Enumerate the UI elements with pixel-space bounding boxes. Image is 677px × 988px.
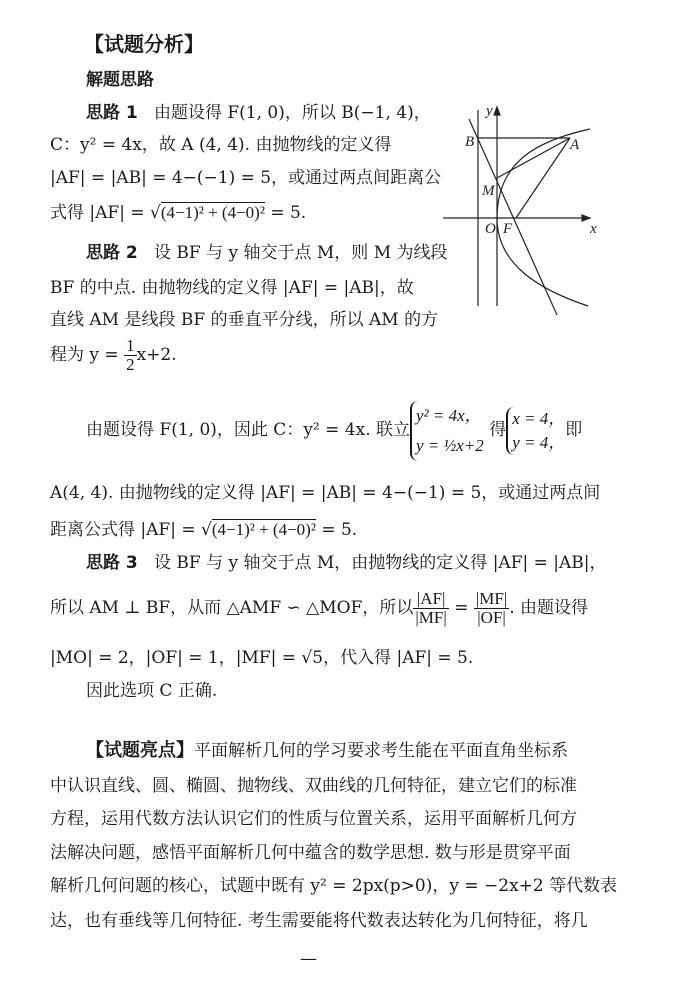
- label-A: A: [570, 137, 580, 153]
- text: 所以 AM ⊥ BF，从而 △AMF ∽ △MOF，所以: [50, 598, 414, 618]
- y-axis-arrow: [494, 107, 500, 115]
- highlight-line2: 中认识直线、圆、椭圆、抛物线、双曲线的几何特征，建立它们的标准: [50, 776, 577, 796]
- text: = 5.: [315, 520, 358, 540]
- subheading: 解题思路: [86, 70, 154, 90]
- text: = 5.: [264, 203, 307, 223]
- highlight-line3: 方程，运用代数方法认识它们的性质与位置关系，运用平面解析几何方: [50, 809, 577, 829]
- highlight-label: 【试题亮点】: [86, 740, 194, 761]
- text: 即: [565, 420, 583, 440]
- text: 设 BF 与 y 轴交于点 M，则 M 为线段: [153, 243, 448, 263]
- idea3-line3: |MO| = 2，|OF| = 1，|MF| = √5，代入得 |AF| = 5.: [50, 648, 474, 668]
- numerator: |MF|: [475, 589, 508, 608]
- section-heading: 【试题分析】: [84, 32, 204, 56]
- numerator: 1: [126, 336, 135, 355]
- idea2-line2: BF 的中点. 由抛物线的定义得 |AF| = |AB|，故: [50, 278, 414, 298]
- label-F: F: [503, 221, 513, 237]
- idea3-label: 思路 3: [86, 553, 138, 573]
- idea1-line3: |AF| = |AB| = 4−(−1) = 5，或通过两点间距离公: [50, 168, 442, 188]
- highlight-line6: 达，也有垂线等几何特征. 考生需要能将代数表达转化为几何特征，将几: [50, 911, 588, 931]
- label-O: O: [485, 221, 496, 237]
- segment-AM: [497, 138, 570, 178]
- highlight-line4: 法解决问题，感悟平面解析几何中蕴含的数学思想. 数与形是贯穿平面: [50, 843, 571, 863]
- text: 程为 y =: [50, 345, 125, 365]
- line-BF: [469, 119, 557, 315]
- idea2-line3: 直线 AM 是线段 BF 的垂直平分线，所以 AM 的方: [50, 310, 439, 330]
- highlight-line5: 解析几何问题的核心，试题中既有 y² = 2px(p>0)，y = −2x+2 等代数表: [50, 876, 618, 896]
- equation: x = 4，: [512, 408, 566, 428]
- equation: y² = 4x，: [416, 405, 482, 425]
- idea2-line6: A(4, 4). 由抛物线的定义得 |AF| = |AB| = 4−(−1) = 5，或通过两点间: [50, 483, 601, 503]
- text: 平面解析几何的学习要求考生能在平面直角坐标系: [194, 741, 568, 761]
- label-x: x: [590, 221, 597, 237]
- idea3-line4: 因此选项 C 正确.: [86, 681, 218, 701]
- label-B: B: [465, 134, 475, 150]
- sqrt-expression: (4−1)² + (4−0)²: [211, 520, 316, 539]
- segment-AF: [516, 138, 570, 218]
- text: 距离公式得 |AF| = √: [50, 520, 212, 540]
- text: 式得 |AF| = √: [50, 203, 161, 223]
- text: 设 BF 与 y 轴交于点 M，由抛物线的定义得 |AF| = |AB|，: [153, 553, 607, 573]
- equation: y = ½x+2: [416, 435, 484, 455]
- idea1-label: 思路 1: [86, 103, 138, 123]
- x-axis-arrow: [582, 215, 590, 221]
- denominator: 2: [126, 355, 135, 374]
- numerator: |AF|: [413, 590, 448, 609]
- text: 由题设得 F(1, 0)，因此 C：y² = 4x. 联立: [86, 420, 410, 440]
- text: 由题设得 F(1, 0)，所以 B(−1, 4)，: [153, 103, 431, 123]
- sqrt-expression: (4−1)² + (4−0)²: [160, 203, 265, 222]
- idea1-line2: C：y² = 4x，故 A (4, 4). 由抛物线的定义得: [50, 135, 392, 155]
- text: =: [448, 598, 474, 618]
- denominator: |MF|: [415, 608, 447, 627]
- label-y: y: [486, 103, 493, 119]
- label-M: M: [482, 183, 495, 199]
- denominator: |OF|: [477, 608, 506, 627]
- text: x+2.: [136, 345, 177, 365]
- text: 得: [489, 420, 507, 440]
- idea2-label: 思路 2: [86, 243, 138, 263]
- page-mark: —: [300, 949, 317, 969]
- text: . 由题设得: [509, 598, 589, 618]
- equation: y = 4，: [512, 432, 566, 452]
